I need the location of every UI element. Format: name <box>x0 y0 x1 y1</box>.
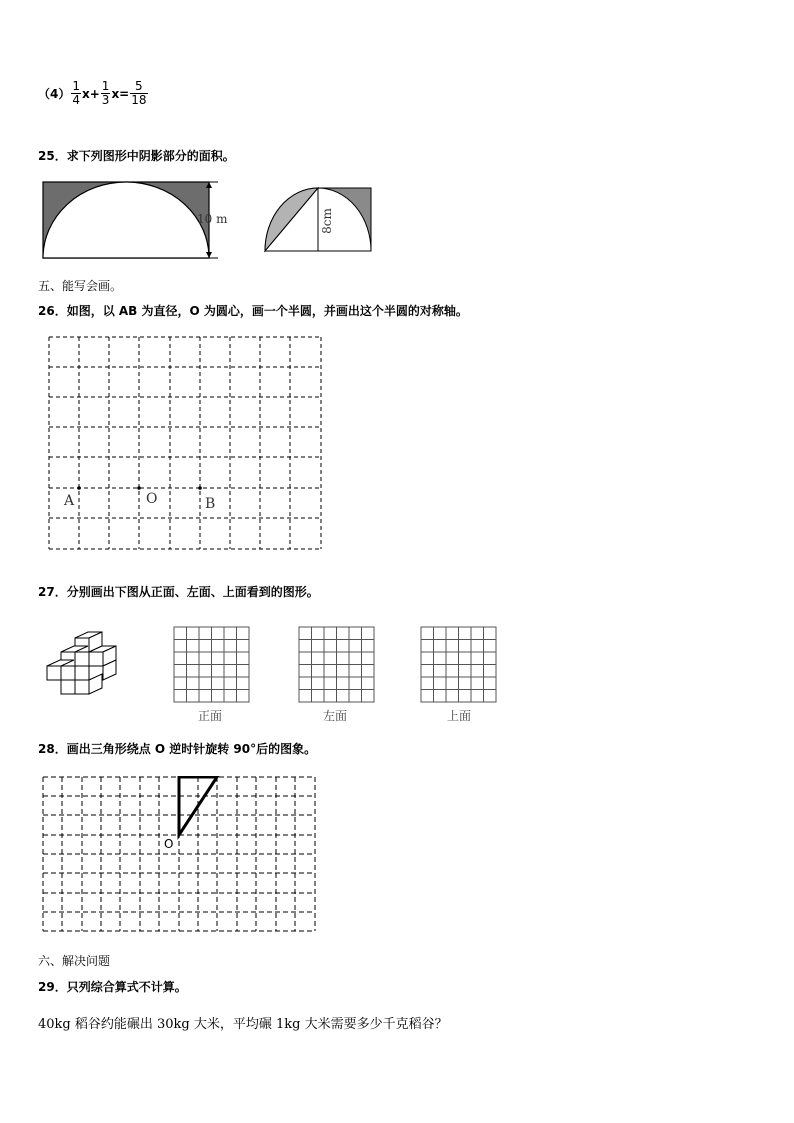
dimension-label-8cm: 8cm <box>319 208 334 234</box>
q25-prompt: 25．求下列图形中阴影部分的面积。 <box>38 149 235 163</box>
fraction-denominator: 4 <box>72 93 80 107</box>
fraction-one-quarter <box>71 80 81 107</box>
fraction-numerator: 5 <box>130 80 147 94</box>
q26-dashed-grid <box>48 336 323 551</box>
fraction-denominator: 18 <box>131 93 147 107</box>
q24-4-label: （4） <box>38 87 71 101</box>
fraction-numerator: 1 <box>72 79 80 93</box>
point-o-label: O <box>146 491 158 507</box>
q27-grid-left <box>298 626 376 704</box>
q25-figure-semicircle <box>38 178 238 263</box>
point-o-label-q28: O <box>164 837 174 851</box>
q29-problem-text: 40kg 稻谷约能碾出 30kg 大米，平均碾 1kg 大米需要多少千克稻谷？ <box>38 1017 448 1032</box>
point-a-dot <box>77 486 81 490</box>
q27-grid-top <box>420 626 498 704</box>
view-label-left: 左面 <box>323 709 348 723</box>
fraction-one-third <box>101 80 111 107</box>
q26-prompt: 26．如图，以 AB 为直径，O 为圆心，画一个半圆，并画出这个半圆的对称轴。 <box>38 304 468 318</box>
q28-dashed-grid <box>42 776 317 933</box>
point-o-dot <box>137 486 141 490</box>
q27-cube-stack <box>40 630 130 700</box>
view-label-top: 上面 <box>447 709 472 723</box>
q28-grid-svg <box>42 776 317 933</box>
q27-grid-front <box>173 626 251 704</box>
point-b-dot <box>198 486 202 490</box>
point-a-label: A <box>64 493 75 509</box>
fraction-numerator: 1 <box>101 79 110 93</box>
q29-prompt: 29．只列综合算式不计算。 <box>38 980 187 994</box>
section-5-heading: 五、能写会画。 <box>38 279 123 293</box>
cube-stack-svg <box>40 630 130 700</box>
dimension-label-10m: 10 m <box>197 212 228 226</box>
view-label-front: 正面 <box>198 709 223 723</box>
fraction-denominator: 3 <box>101 93 110 107</box>
fraction-five-eighteenths <box>130 80 147 107</box>
equation-term-x-equals: x= <box>111 86 130 101</box>
q26-grid-svg <box>48 336 323 551</box>
q28-prompt: 28．画出三角形绕点 O 逆时针旋转 90°后的图象。 <box>38 742 317 756</box>
point-b-label: B <box>205 496 216 512</box>
equation-term-x-plus: x+ <box>82 86 100 101</box>
q25-figure-quarter-circles <box>262 185 377 255</box>
q27-prompt: 27．分别画出下图从正面、左面、上面看到的图形。 <box>38 585 319 599</box>
q24-4-equation <box>38 80 148 107</box>
section-6-heading: 六、解决问题 <box>38 954 111 968</box>
